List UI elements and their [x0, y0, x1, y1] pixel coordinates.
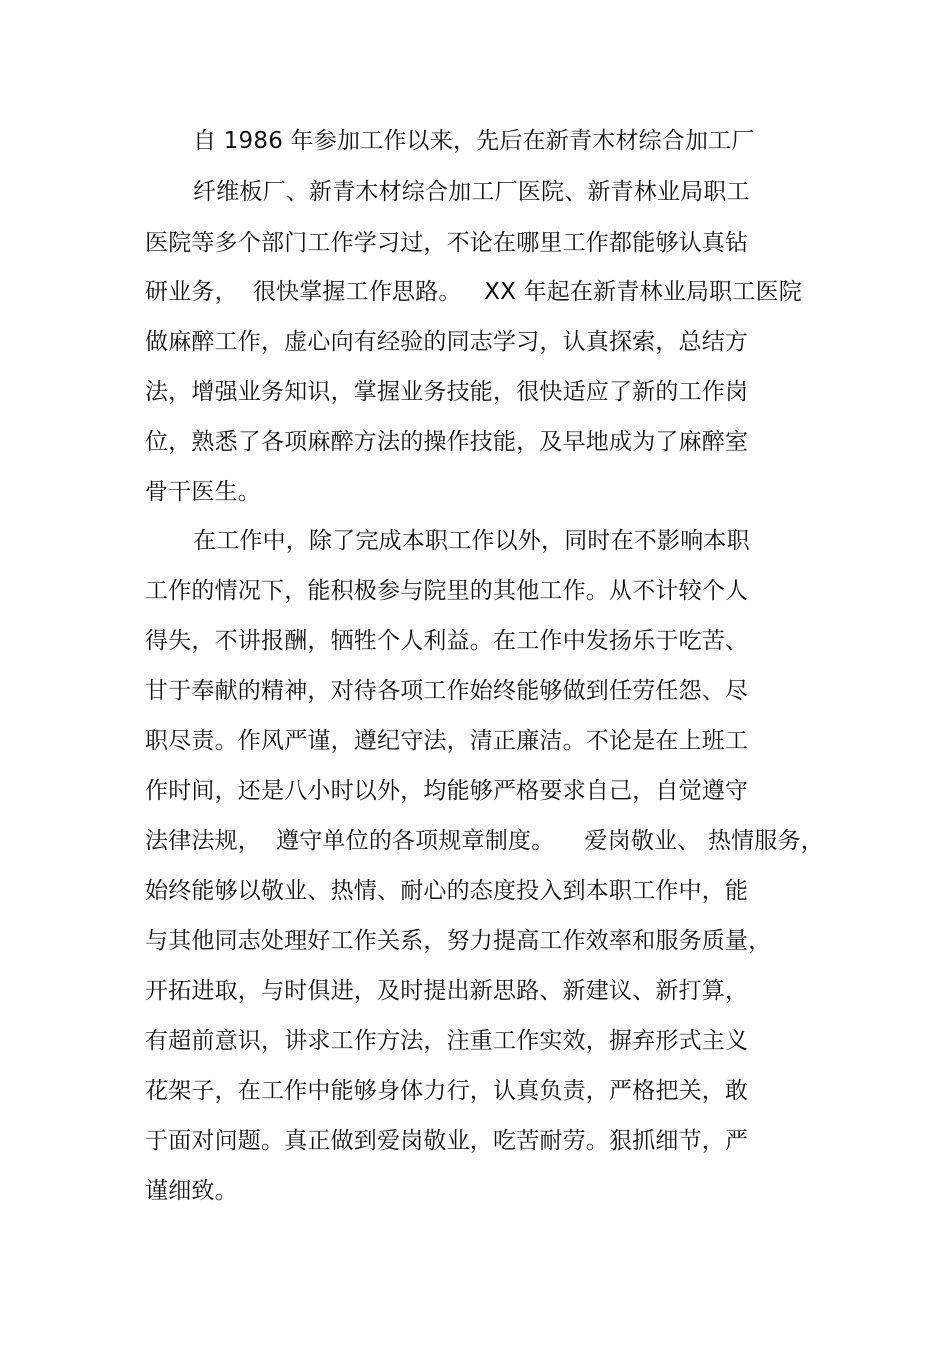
paragraph-line: 始终能够以敬业、热情、耐心的态度投入到本职工作中，能	[145, 878, 749, 904]
paragraph-line: 职尽责。作风严谨，遵纪守法，清正廉洁。不论是在上班工	[145, 728, 749, 754]
paragraph-line: 自 1986 年参加工作以来，先后在新青木材综合加工厂	[193, 128, 755, 154]
paragraph-line: 位，熟悉了各项麻醉方法的操作技能，及早地成为了麻醉室	[145, 429, 749, 455]
paragraph-line: 于面对问题。真正做到爱岗敬业，吃苦耐劳。狠抓细节，严	[145, 1128, 749, 1154]
paragraph-line: 工作的情况下，能积极参与院里的其他工作。从不计较个人	[145, 578, 749, 604]
paragraph-line: 花架子，在工作中能够身体力行，认真负责，严格把关，敢	[145, 1078, 749, 1104]
paragraph-line: 医院等多个部门工作学习过，不论在哪里工作都能够认真钻	[145, 230, 749, 256]
paragraph-line: 有超前意识，讲求工作方法，注重工作实效，摒弃形式主义	[145, 1028, 749, 1054]
paragraph-line: 得失，不讲报酬，牺牲个人利益。在工作中发扬乐于吃苦、	[145, 628, 749, 654]
paragraph-line: 纤维板厂、新青木材综合加工厂医院、新青林业局职工	[193, 179, 750, 205]
paragraph-line: 谨细致。	[145, 1178, 238, 1204]
paragraph-line: 做麻醉工作，虚心向有经验的同志学习，认真探索，总结方	[145, 329, 749, 355]
paragraph-line: 骨干医生。	[145, 479, 261, 505]
paragraph-line: 作时间，还是八小时以外，均能够严格要求自己，自觉遵守	[145, 778, 749, 804]
paragraph-line: 甘于奉献的精神，对待各项工作始终能够做到任劳任怨、尽	[145, 678, 749, 704]
paragraph-line: 与其他同志处理好工作关系，努力提高工作效率和服务质量，	[145, 928, 772, 954]
paragraph-line: 在工作中，除了完成本职工作以外，同时在不影响本职	[193, 528, 750, 554]
paragraph-line: 研业务， 很快掌握工作思路。 XX 年起在新青林业局职工医院	[145, 279, 802, 305]
paragraph-line: 法律法规， 遵守单位的各项规章制度。 爱岗敬业、 热情服务，	[145, 828, 824, 854]
paragraph-line: 法，增强业务知识，掌握业务技能，很快适应了新的工作岗	[145, 379, 749, 405]
paragraph-line: 开拓进取，与时俱进，及时提出新思路、新建议、新打算，	[145, 978, 749, 1004]
